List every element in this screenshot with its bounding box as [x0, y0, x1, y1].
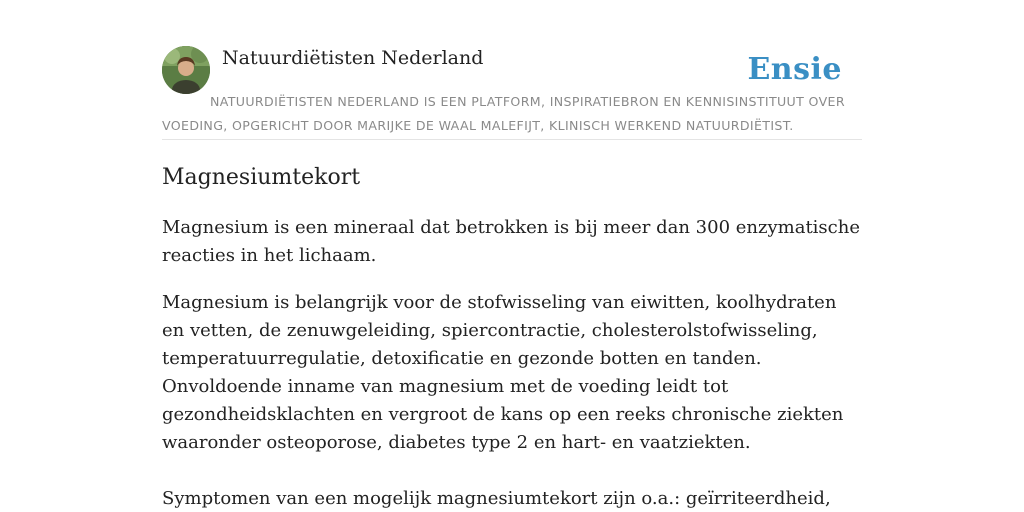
- profile-photo-icon: [162, 46, 210, 94]
- article-paragraph: Symptomen van een mogelijk magnesiumtekort zijn o.a.: geïrriteerdheid,: [162, 488, 831, 509]
- author-tagline: NATUURDIËTISTEN NEDERLAND IS EEN PLATFORM, INSPIRATIEBRON EN KENNISINSTITUUT OVER VOEDING, OPGERICHT DOOR MARIJKE DE WAAL MALEFIJT, KLINISCH WERKEND NATUURDIËTIST.: [162, 94, 845, 133]
- header-divider: [162, 139, 862, 140]
- article-paragraph: Magnesium is een mineraal dat betrokken is bij meer dan 300 enzymatische reacties in het lichaam.: [162, 217, 860, 266]
- author-name[interactable]: Natuurdiëtisten Nederland: [222, 47, 484, 69]
- brand-logo[interactable]: Ensie: [747, 52, 842, 87]
- article-title: Magnesiumtekort: [162, 165, 361, 190]
- article: [162, 160, 862, 512]
- article-paragraph: Magnesium is belangrijk voor de stofwisseling van eiwitten, koolhydraten en vetten, de zenuwgeleiding, spiercontractie, cholesterolstofwisseling, temperatuurregulatie, detoxificatie en gezonde botten en tanden. Onvoldoende inname van magnesium met de voeding leidt tot gezondheidsklachten en vergroot de kans op een reeks chronische ziekten waaronder osteoporose, diabetes type 2 en hart- en vaatziekten.: [162, 292, 844, 453]
- author-avatar[interactable]: [162, 46, 210, 94]
